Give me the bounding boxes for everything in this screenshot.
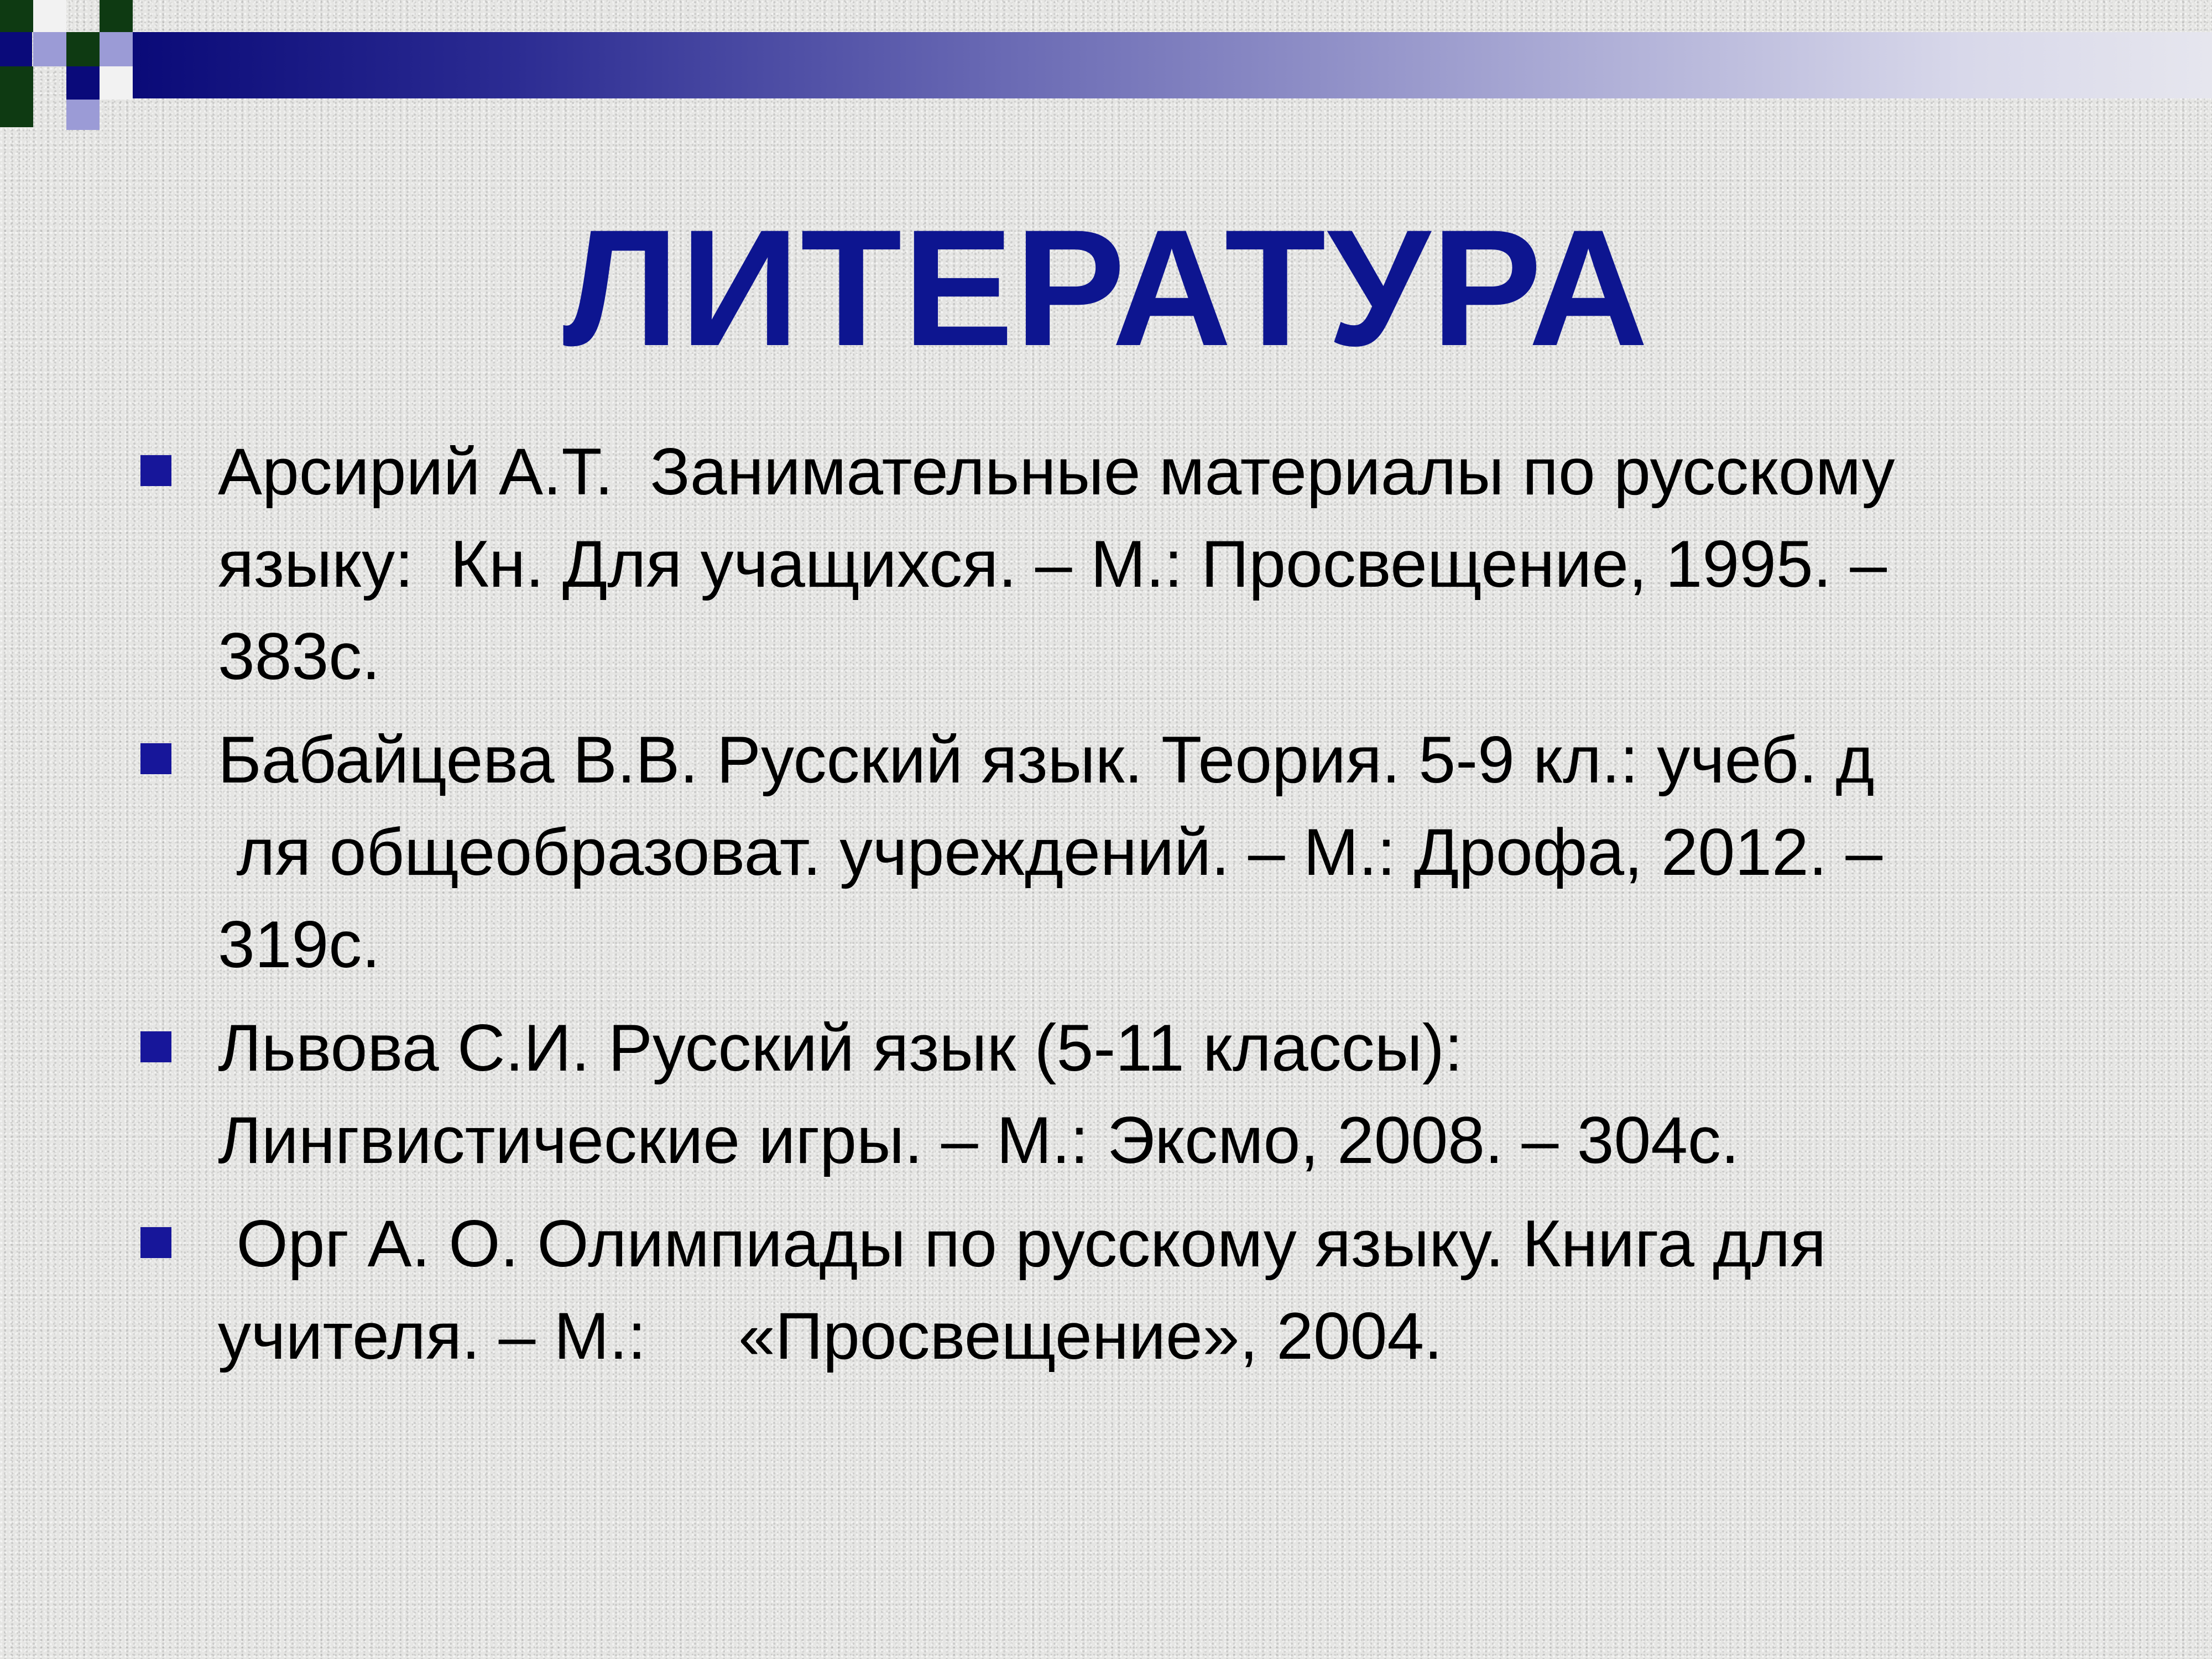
deco-square: [33, 32, 66, 66]
list-item: [0, 714, 2212, 991]
square-bullet-icon: [140, 1031, 171, 1062]
square-bullet-icon: [140, 743, 171, 774]
deco-square: [0, 66, 33, 127]
deco-square: [0, 0, 33, 32]
square-bullet-icon: [140, 455, 171, 486]
reference-line: 319с.: [218, 907, 380, 982]
reference-line: Лингвистические игры. – М.: Эксмо, 2008. – 304с.: [218, 1103, 1740, 1177]
list-item: [0, 426, 2212, 703]
reference-line: Львова С.И. Русский язык (5-11 классы):: [218, 1011, 1463, 1085]
reference-line: Арсирий А.Т. Занимательные материалы по русскому: [218, 435, 1895, 509]
deco-square: [66, 66, 100, 100]
deco-square: [0, 32, 32, 66]
reference-line: Бабайцева В.В. Русский язык. Теория. 5-9 кл.: учеб. д: [218, 723, 1875, 797]
square-bullet-icon: [140, 1227, 171, 1258]
header-gradient-bar: [133, 32, 2212, 98]
list-item: [0, 1002, 2212, 1187]
deco-square: [100, 0, 133, 32]
list-item: [0, 1198, 2212, 1383]
deco-square: [100, 66, 133, 100]
deco-square: [100, 32, 133, 66]
slide-title: ЛИТЕРАТУРА: [562, 195, 1650, 380]
reference-list: [0, 426, 2212, 1383]
deco-square: [66, 32, 100, 66]
deco-square: [66, 100, 100, 130]
reference-line: учителя. – М.: «Просвещение», 2004.: [218, 1299, 1443, 1373]
reference-line: 383с.: [218, 619, 380, 693]
reference-line: ля общеобразоват. учреждений. – М.: Дрофа, 2012. –: [218, 815, 1883, 889]
deco-square: [33, 0, 66, 32]
reference-line: языку: Кн. Для учащихся. – М.: Просвещение, 1995. –: [218, 527, 1887, 601]
reference-line: Орг А. О. Олимпиады по русскому языку. Книга для: [218, 1207, 1827, 1281]
